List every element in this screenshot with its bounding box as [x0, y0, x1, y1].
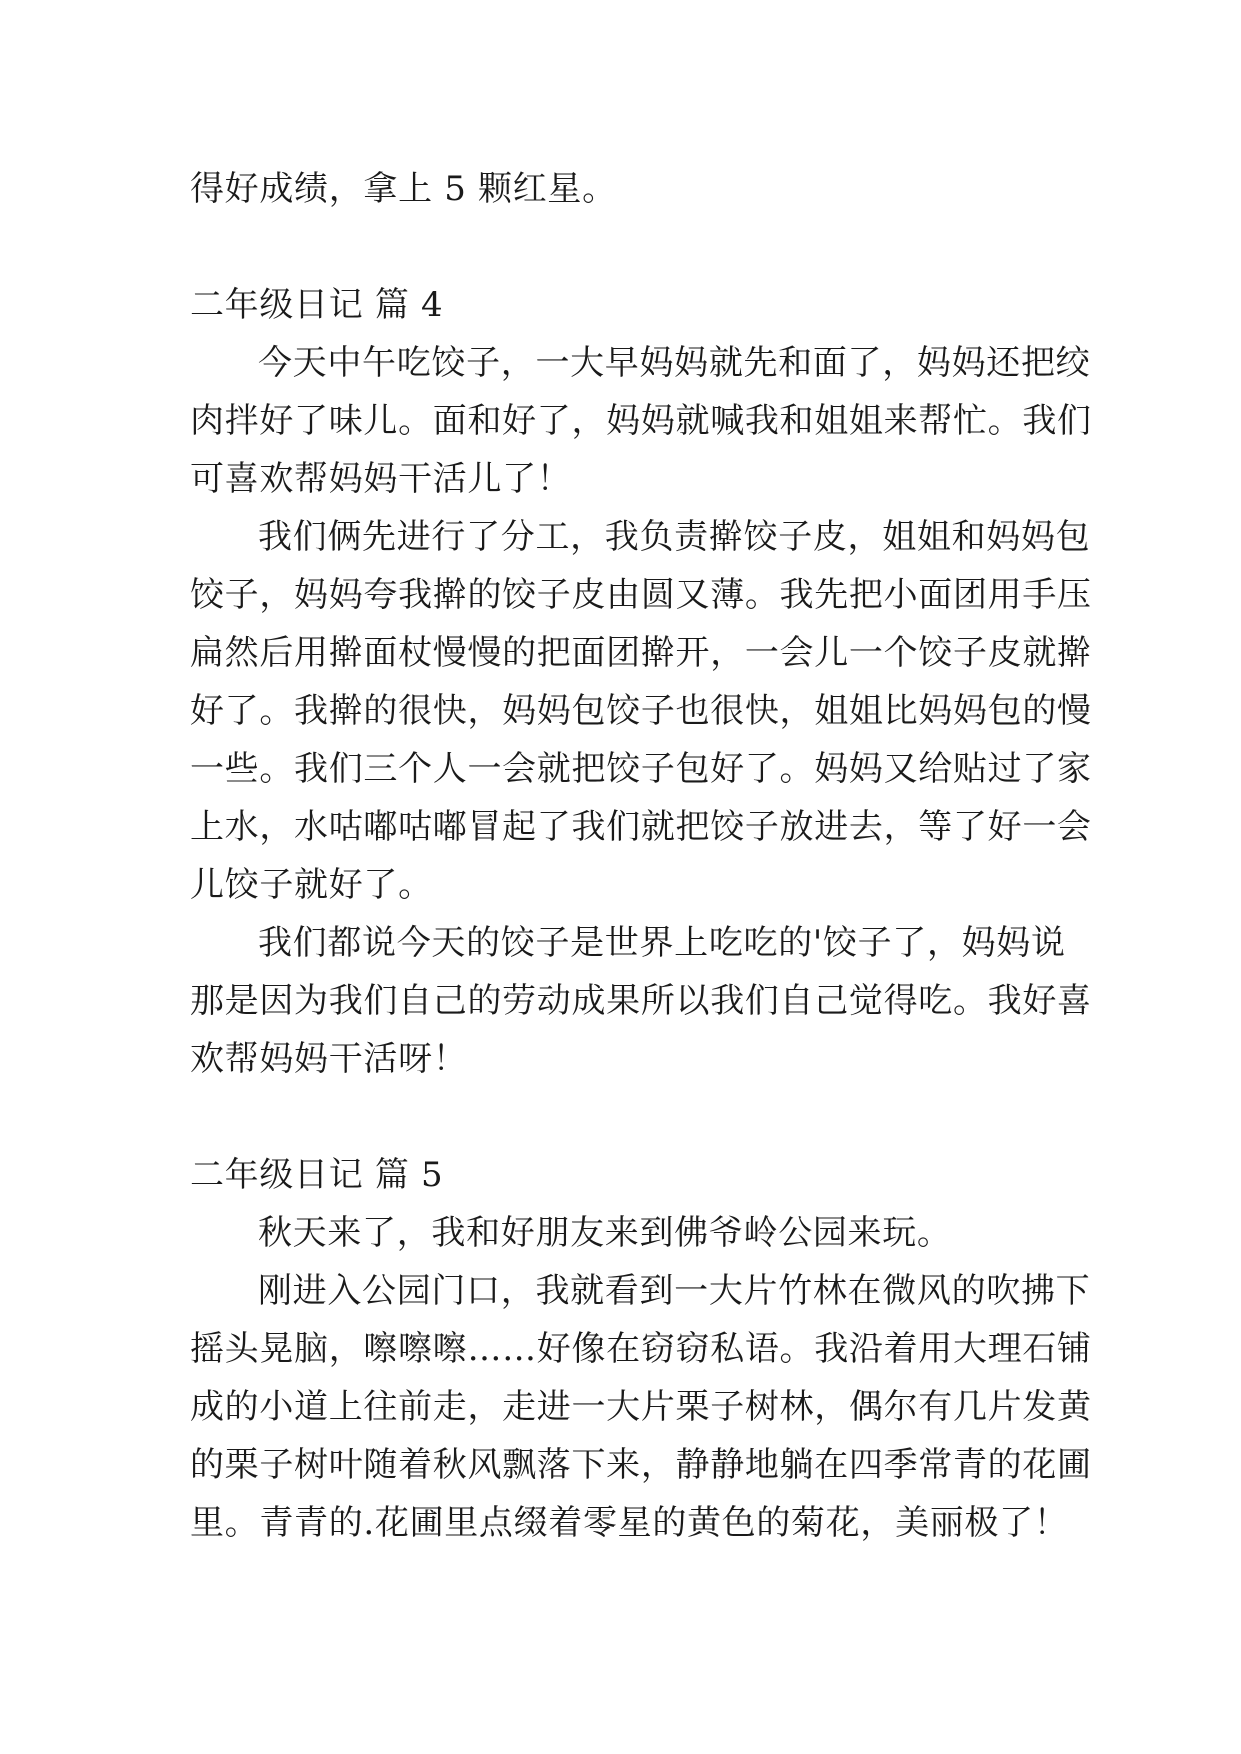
section-gap: [190, 1088, 1050, 1146]
document-page: [190, 160, 1092, 1552]
paragraph-line: 好了。我擀的很快，妈妈包饺子也很快，姐姐比妈妈包的慢: [190, 691, 1092, 731]
paragraph-line: 可喜欢帮妈妈干活儿了！: [190, 459, 572, 499]
section-gap: [190, 218, 1050, 276]
paragraph-line: 摇头晃脑，嚓嚓嚓……好像在窃窃私语。我沿着用大理石铺: [190, 1329, 1092, 1369]
section5-paragraph-2: [190, 1262, 1092, 1552]
intro-tail-line: 得好成绩，拿上 5 颗红星。: [190, 169, 617, 209]
section5-paragraph-1: [190, 1204, 1050, 1262]
paragraph-line: 今天中午吃饺子，一大早妈妈就先和面了，妈妈还把绞: [258, 343, 1091, 383]
paragraph-line: 我们俩先进行了分工，我负责擀饺子皮，姐姐和妈妈包: [258, 517, 1091, 557]
section4-paragraph-3: [190, 914, 1092, 1088]
section4-paragraph-2: [190, 508, 1092, 914]
section4-heading: 二年级日记 篇 4: [190, 285, 444, 325]
paragraph-line: 我们都说今天的饺子是世界上吃吃的'饺子了，妈妈说: [258, 923, 1066, 963]
paragraph-line: 的栗子树叶随着秋风飘落下来，静静地躺在四季常青的花圃: [190, 1445, 1092, 1485]
paragraph-line: 儿饺子就好了。: [190, 865, 433, 905]
paragraph-line: 上水，水咕嘟咕嘟冒起了我们就把饺子放进去，等了好一会: [190, 807, 1092, 847]
paragraph-line: 那是因为我们自己的劳动成果所以我们自己觉得吃。我好喜: [190, 981, 1092, 1021]
paragraph-line: 里。青青的.花圃里点缀着零星的黄色的菊花，美丽极了！: [190, 1503, 1069, 1543]
section4-paragraph-1: [190, 334, 1092, 508]
paragraph-line: 欢帮妈妈干活呀！: [190, 1039, 468, 1079]
paragraph-line: 扁然后用擀面杖慢慢的把面团擀开，一会儿一个饺子皮就擀: [190, 633, 1092, 673]
section5-heading: 二年级日记 篇 5: [190, 1155, 444, 1195]
paragraph-line: 刚进入公园门口，我就看到一大片竹林在微风的吹拂下: [258, 1271, 1091, 1311]
paragraph-line: 秋天来了，我和好朋友来到佛爷岭公园来玩。: [258, 1213, 952, 1253]
paragraph-line: 成的小道上往前走，走进一大片栗子树林，偶尔有几片发黄: [190, 1387, 1092, 1427]
paragraph-line: 一些。我们三个人一会就把饺子包好了。妈妈又给贴过了家: [190, 749, 1092, 789]
paragraph-line: 饺子，妈妈夸我擀的饺子皮由圆又薄。我先把小面团用手压: [190, 575, 1092, 615]
paragraph-line: 肉拌好了味儿。面和好了，妈妈就喊我和姐姐来帮忙。我们: [190, 401, 1092, 441]
